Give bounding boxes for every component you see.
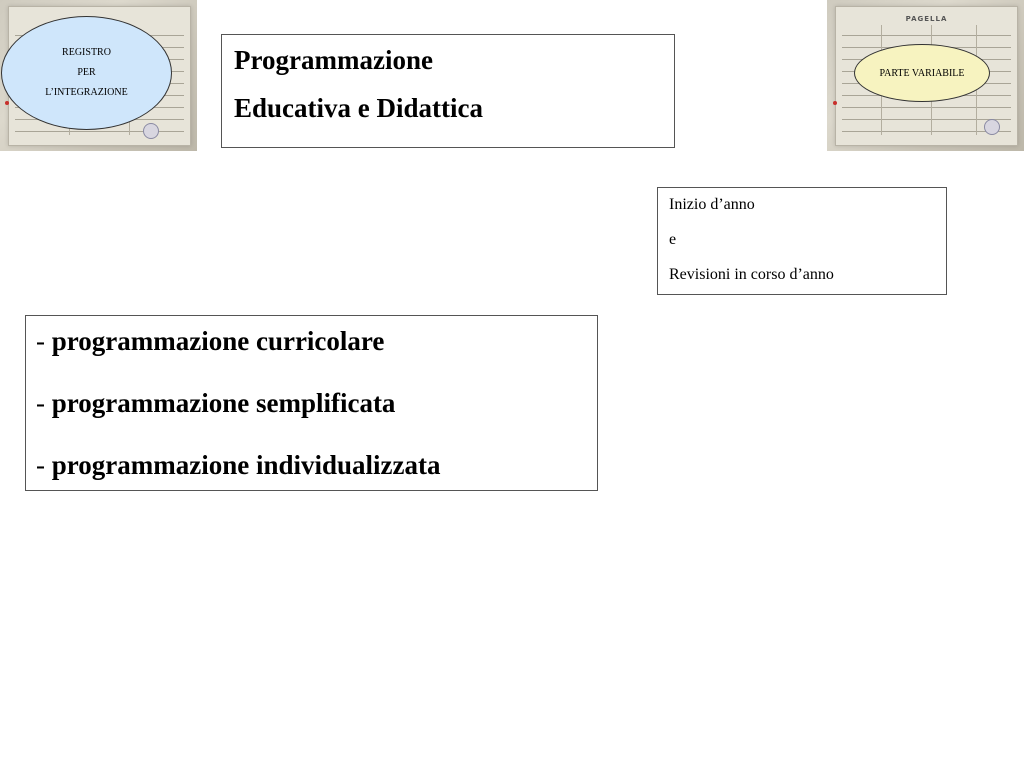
note-line: Revisioni in corso d’anno: [669, 266, 834, 283]
list-dash: -: [36, 326, 52, 356]
list-item-text: programmazione semplificata: [51, 388, 396, 418]
list-item: [36, 326, 597, 357]
list-item-text: programmazione curricolare: [51, 326, 385, 356]
programming-types-list: [25, 315, 598, 491]
pagella-title: PAGELLA: [905, 15, 948, 23]
note-line: Inizio d’anno: [669, 196, 755, 213]
list-dash: -: [36, 388, 52, 418]
oval-label: PARTE VARIABILE: [879, 67, 965, 79]
timing-note-box: [657, 187, 947, 295]
oval-line: REGISTRO: [62, 47, 111, 58]
list-item: [36, 450, 597, 481]
parte-variabile-oval: [854, 44, 990, 102]
list-item: [36, 388, 597, 419]
title-line: Educativa e Didattica: [234, 93, 483, 123]
oval-line: L’INTEGRAZIONE: [45, 87, 128, 98]
title-line: Programmazione: [234, 45, 433, 75]
list-dash: -: [36, 450, 52, 480]
registro-integrazione-oval: [1, 16, 172, 130]
title-box: [221, 34, 675, 148]
list-item-text: programmazione individualizzata: [51, 450, 441, 480]
oval-line: PER: [77, 67, 96, 78]
note-line: e: [669, 231, 677, 248]
